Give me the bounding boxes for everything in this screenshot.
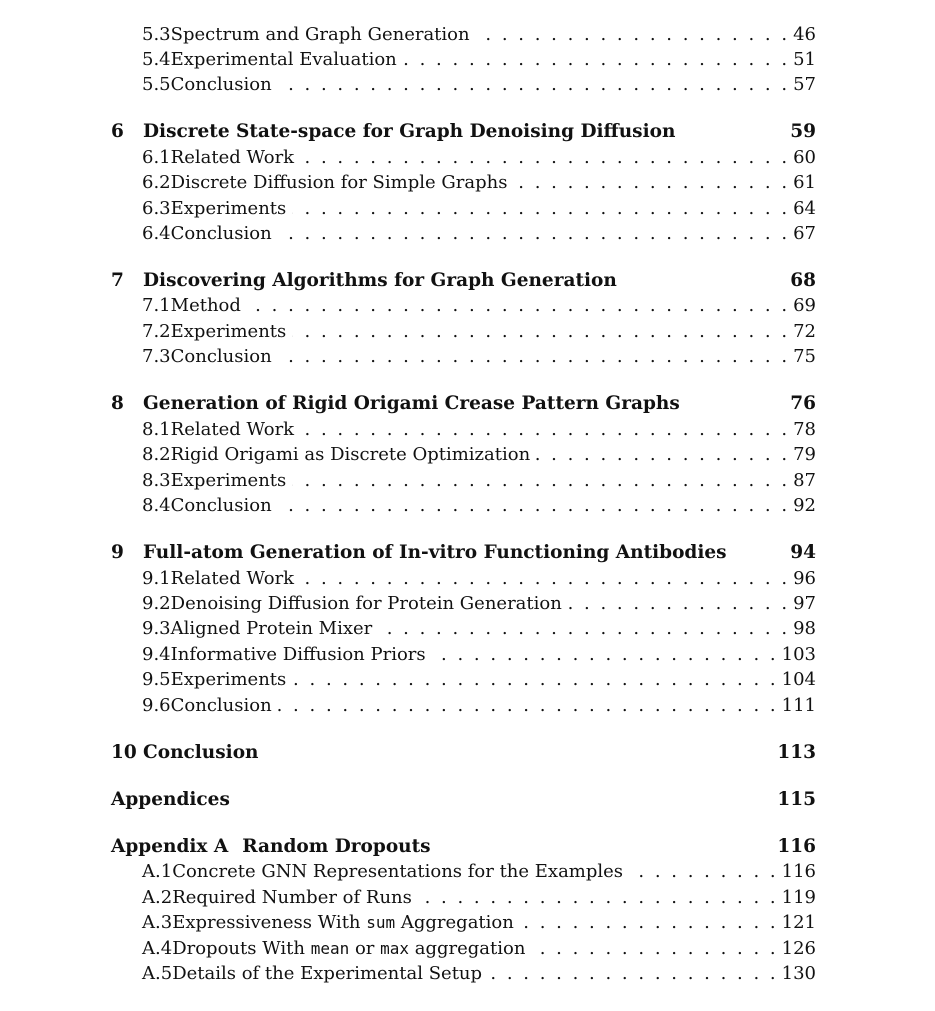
leader-dots [278, 346, 787, 367]
toc-chapter[interactable] [111, 836, 816, 860]
leader-dots [513, 172, 787, 193]
leader-dots [536, 444, 787, 465]
leader-dots [378, 618, 787, 639]
page-number: 97 [793, 593, 816, 614]
toc-chapter[interactable] [111, 742, 816, 766]
section-title: Informative Diffusion Priors [170, 644, 426, 665]
section-title: Required Number of Runs [172, 887, 412, 908]
page-number: 64 [793, 198, 816, 219]
section-number: A.1 [142, 861, 173, 882]
toc-entry[interactable] [142, 669, 816, 693]
page-number: 51 [793, 49, 816, 70]
toc-chapter[interactable] [111, 121, 816, 145]
section-number: 8.1 [142, 419, 171, 440]
toc-entry[interactable] [142, 198, 816, 222]
toc-entry[interactable] [142, 887, 816, 911]
chapter-title: Conclusion [143, 742, 259, 763]
toc-entry[interactable] [142, 24, 816, 48]
section-number: A.2 [142, 887, 173, 908]
section-title: Concrete GNN Representations for the Examples [172, 861, 624, 882]
page-number: 79 [793, 444, 816, 465]
section-number: A.4 [142, 938, 173, 959]
leader-dots [292, 470, 787, 491]
toc-entry[interactable] [142, 147, 816, 171]
chapter-title: Appendices [111, 789, 230, 810]
section-number: 6.2 [142, 172, 171, 193]
toc-entry[interactable] [142, 644, 816, 668]
page-number: 75 [793, 346, 816, 367]
chapter-title: Generation of Rigid Origami Crease Pattern Graphs [143, 393, 680, 414]
leader-dots [278, 223, 787, 244]
toc-entry[interactable] [142, 912, 816, 936]
section-number: 9.4 [142, 644, 171, 665]
section-title: Discrete Diffusion for Simple Graphs [170, 172, 508, 193]
section-number: 8.3 [142, 470, 171, 491]
page-number: 76 [790, 393, 816, 414]
toc-entry[interactable] [142, 593, 816, 617]
toc-chapter[interactable] [111, 542, 816, 566]
section-number: 7.2 [142, 321, 171, 342]
section-title: Related Work [170, 147, 295, 168]
section-number: A.3 [142, 912, 173, 933]
section-number: 6.3 [142, 198, 171, 219]
toc-chapter[interactable] [111, 393, 816, 417]
toc-entry[interactable] [142, 49, 816, 73]
chapter-title: Full-atom Generation of In-vitro Functioning Antibodies [143, 542, 727, 563]
toc-entry[interactable] [142, 568, 816, 592]
page-number: 72 [793, 321, 816, 342]
toc-entry[interactable] [142, 223, 816, 247]
leader-dots [292, 321, 787, 342]
section-number: 8.4 [142, 495, 171, 516]
page-number: 68 [790, 270, 816, 291]
leader-dots [432, 644, 776, 665]
section-number: 6.1 [142, 147, 171, 168]
leader-dots [278, 695, 776, 716]
toc-entry[interactable] [142, 346, 816, 370]
chapter-number: 7 [111, 270, 124, 291]
section-title: Aligned Protein Mixer [170, 618, 373, 639]
code-max: max [380, 939, 410, 958]
chapter-title: Discovering Algorithms for Graph Generation [143, 270, 617, 291]
section-title: Rigid Origami as Discrete Optimization [170, 444, 531, 465]
section-title: Related Work [170, 419, 295, 440]
leader-dots [629, 861, 776, 882]
section-number: 7.1 [142, 295, 171, 316]
leader-dots [300, 568, 787, 589]
section-number: 9.2 [142, 593, 171, 614]
page-number: 98 [793, 618, 816, 639]
chapter-number: 10 [111, 742, 137, 763]
leader-dots [520, 912, 776, 933]
page-number: 57 [793, 74, 816, 95]
leader-dots [531, 938, 775, 959]
leader-dots [292, 669, 775, 690]
chapter-number: 6 [111, 121, 124, 142]
section-number: A.5 [142, 963, 173, 984]
appendix-number: Appendix A [111, 836, 229, 857]
section-title: Experiments [170, 470, 287, 491]
section-number: 5.5 [142, 74, 171, 95]
section-number: 9.3 [142, 618, 171, 639]
page-number: 121 [781, 912, 816, 933]
page-number: 46 [793, 24, 816, 45]
section-title: Experimental Evaluation [170, 49, 397, 70]
page-number: 113 [777, 742, 816, 763]
page-number: 104 [781, 669, 816, 690]
page-number: 59 [790, 121, 816, 142]
page-number: 78 [793, 419, 816, 440]
toc-chapter[interactable] [111, 270, 816, 294]
leader-dots [476, 24, 787, 45]
section-title: Details of the Experimental Setup [172, 963, 483, 984]
page-number: 94 [790, 542, 816, 563]
page-number: 103 [781, 644, 816, 665]
leader-dots [418, 887, 776, 908]
section-title: Experiments [170, 321, 287, 342]
leader-dots [292, 198, 787, 219]
section-title: Conclusion [170, 74, 272, 95]
toc-entry[interactable] [142, 861, 816, 885]
section-title: Conclusion [170, 223, 272, 244]
section-title: Related Work [170, 568, 295, 589]
toc-entry[interactable] [142, 295, 816, 319]
page-number: 60 [793, 147, 816, 168]
toc-entry[interactable] [142, 419, 816, 443]
section-title: Conclusion [170, 346, 272, 367]
section-title: Conclusion [170, 695, 272, 716]
toc-entry[interactable] [142, 695, 816, 719]
page-number: 87 [793, 470, 816, 491]
leader-dots [278, 495, 787, 516]
leader-dots [300, 147, 787, 168]
leader-dots [568, 593, 787, 614]
toc-entry[interactable] [142, 938, 816, 962]
toc-entry[interactable] [142, 495, 816, 519]
page-number: 69 [793, 295, 816, 316]
section-number: 7.3 [142, 346, 171, 367]
toc-entry[interactable] [142, 172, 816, 196]
code-sum: sum [366, 913, 396, 932]
chapter-title: Discrete State-space for Graph Denoising Diffusion [143, 121, 676, 142]
page-number: 96 [793, 568, 816, 589]
chapter-number: 9 [111, 542, 124, 563]
leader-dots [278, 74, 787, 95]
page-number: 116 [777, 836, 816, 857]
section-title: Dropouts With mean or max aggregation [172, 938, 526, 959]
page-number: 67 [793, 223, 816, 244]
chapter-number: 8 [111, 393, 124, 414]
page-number: 119 [781, 887, 816, 908]
section-number: 5.3 [142, 24, 171, 45]
section-number: 9.6 [142, 695, 171, 716]
toc-entry[interactable] [142, 444, 816, 468]
section-title: Denoising Diffusion for Protein Generation [170, 593, 562, 614]
section-number: 8.2 [142, 444, 171, 465]
code-mean: mean [310, 939, 350, 958]
section-title: Expressiveness With sum Aggregation [172, 912, 514, 933]
page-number: 111 [781, 695, 816, 716]
section-number: 9.1 [142, 568, 171, 589]
section-title: Method [170, 295, 241, 316]
toc-entry[interactable] [142, 74, 816, 98]
page-number: 130 [781, 963, 816, 984]
toc-chapter[interactable] [111, 789, 816, 813]
leader-dots [247, 295, 787, 316]
page-number: 92 [793, 495, 816, 516]
section-title: Spectrum and Graph Generation [170, 24, 470, 45]
section-number: 9.5 [142, 669, 171, 690]
section-title: Experiments [170, 669, 287, 690]
leader-dots [300, 419, 787, 440]
page-number: 115 [777, 789, 816, 810]
chapter-title: Random Dropouts [242, 836, 431, 857]
page-number: 116 [781, 861, 816, 882]
section-number: 6.4 [142, 223, 171, 244]
page-number: 61 [793, 172, 816, 193]
toc-entry[interactable] [142, 470, 816, 494]
section-title: Conclusion [170, 495, 272, 516]
toc-entry[interactable] [142, 618, 816, 642]
toc-entry[interactable] [142, 321, 816, 345]
leader-dots [488, 963, 776, 984]
leader-dots [403, 49, 787, 70]
page-number: 126 [781, 938, 816, 959]
section-title: Experiments [170, 198, 287, 219]
section-number: 5.4 [142, 49, 171, 70]
toc-entry[interactable] [142, 963, 816, 987]
